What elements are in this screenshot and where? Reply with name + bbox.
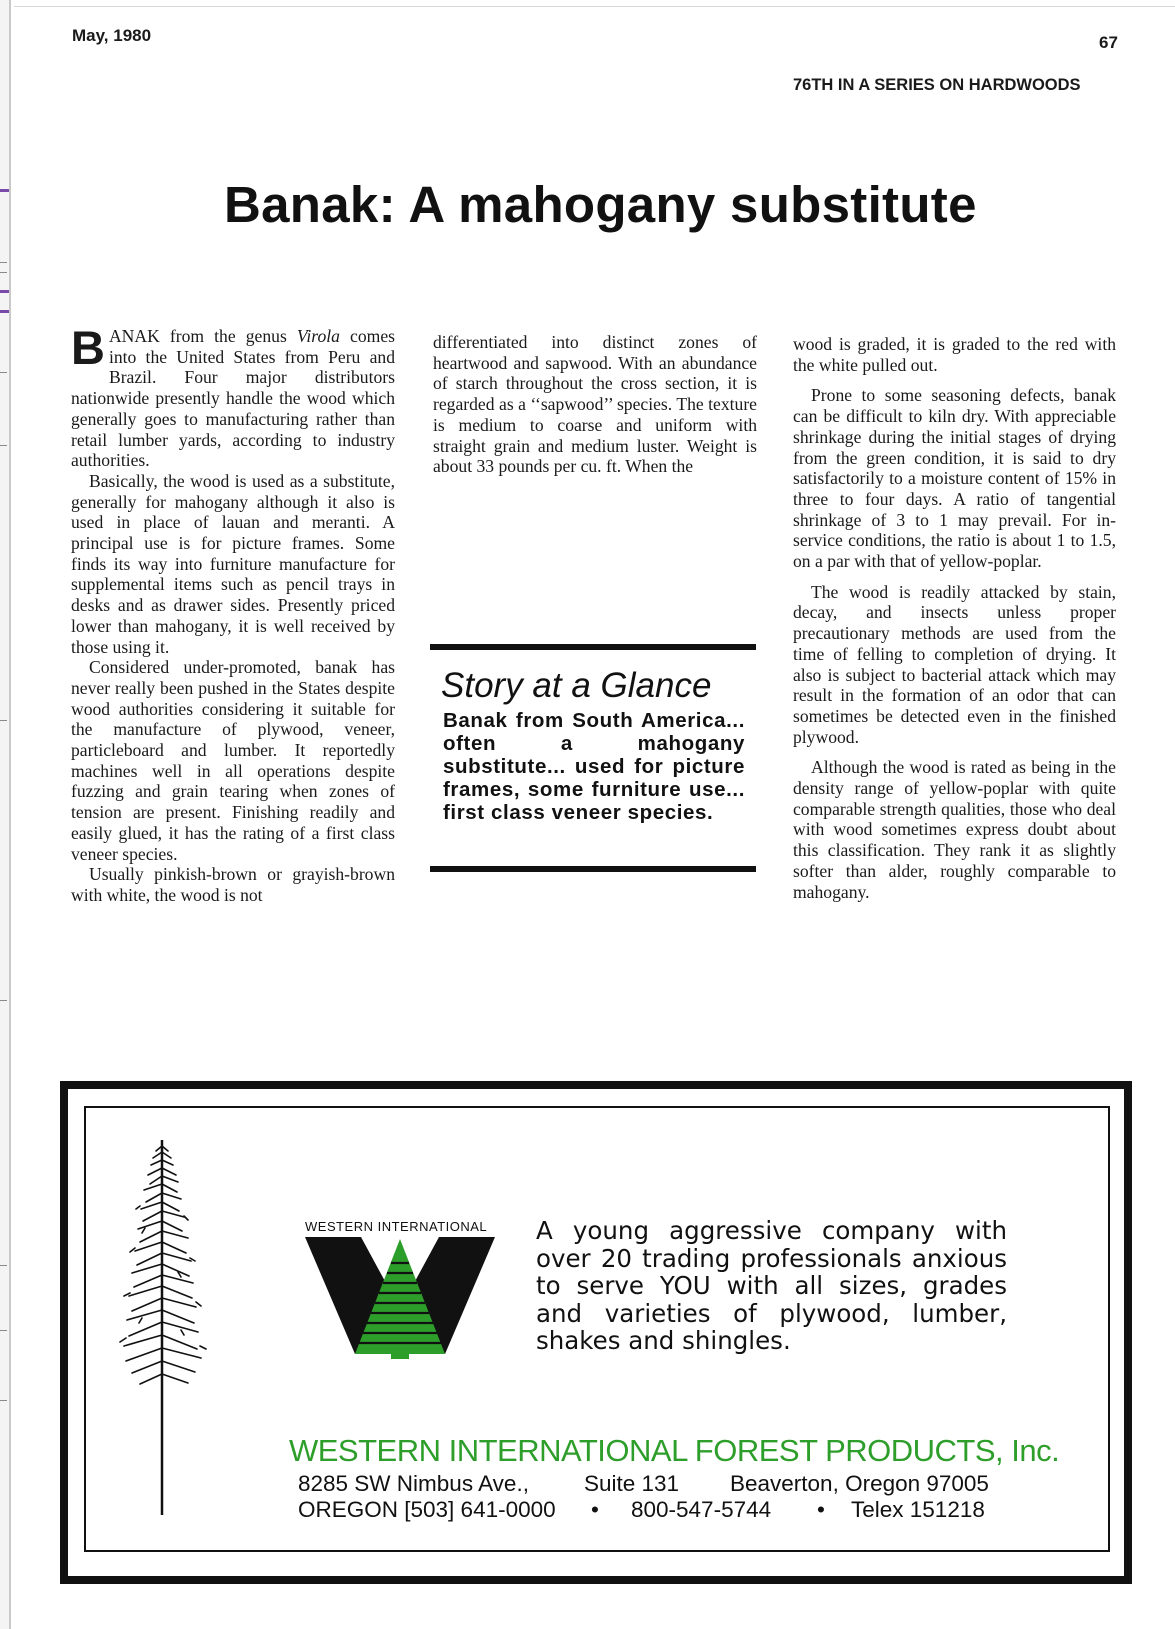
city-address: Beaverton, Oregon 97005	[730, 1471, 989, 1496]
genus-name: Virola	[296, 326, 340, 346]
article-paragraph: Basically, the wood is used as a substitute, generally for mahogany although it also is used in place of lauan and meranti. A principal use is for picture frames. Some finds its way into furniture manufacture for supplemental items such as pencil trays in desks and as drawer sides. Presently priced lower than mahogany, it is well received by those using it.	[71, 470, 395, 657]
fir-tree-illustration	[112, 1132, 212, 1517]
toll-free-phone: 800-547-5744	[631, 1497, 772, 1522]
article-column-1	[71, 321, 395, 906]
article-paragraph: differentiated into distinct zones of heartwood and sapwood. With an abundance of starch throughout the cross section, it is regarded as a ‘‘sapwood’’ species. The texture is medium to coarse and uniform with straight grain and medium luster. Weight is about 33 pounds per cu. ft. When the	[433, 332, 757, 477]
street-address: 8285 SW Nimbus Ave.,	[298, 1471, 529, 1496]
article-paragraph: The wood is readily attacked by stain, decay, and insects unless proper precautionary methods are used from the time of felling to completion of drying. It also is subject to bacterial attack which may result in the formation of an odor that can sometimes be detected even in the finished plywood.	[793, 581, 1116, 747]
paragraph-text: comes into the United States from Peru and Brazil. Four major distributors nationwide presently handle the wood which generally goes to manufacturing rather than retail lumber yards, according to industry authorities.	[71, 326, 395, 471]
telex-number: Telex 151218	[851, 1497, 985, 1522]
article-column-3	[793, 334, 1116, 902]
article-paragraph: Usually pinkish-brown or grayish-brown with white, the wood is not	[71, 864, 395, 905]
bullet-separator: •	[817, 1497, 825, 1522]
company-name: WESTERN INTERNATIONAL FOREST PRODUCTS, Inc.	[289, 1433, 1060, 1468]
page-number: 67	[1099, 33, 1118, 52]
edge-marker	[0, 290, 9, 293]
article-paragraph: Prone to some seasoning defects, banak can be difficult to kiln dry. With appreciable shrinkage during the initial stages of drying from the green condition, it is said to dry satisfactorily to a moisture content of 15% in three to four days. A ratio of tangential shrinkage of 3 to 1 may prevail. For in-service conditions, the ratio is about 1 to 1.5, on a par with that of yellow-poplar.	[793, 385, 1116, 572]
binding-edge	[0, 0, 11, 1629]
glance-title: Story at a Glance	[441, 666, 712, 705]
edge-tick	[0, 262, 7, 263]
edge-tick	[0, 1330, 7, 1331]
edge-marker	[0, 310, 9, 313]
lead-text: ANAK from the genus	[108, 326, 287, 346]
glance-summary: Banak from South America... often a mahogany substitute... used for picture frames, some furniture use... first class veneer species.	[443, 709, 745, 824]
glance-bottom-rule	[430, 866, 756, 872]
edge-marker	[0, 189, 9, 192]
edge-tick	[0, 445, 7, 446]
article-title: Banak: A mahogany substitute	[224, 176, 977, 233]
edge-tick	[0, 720, 7, 721]
page-top-line	[14, 6, 1175, 7]
edge-tick	[0, 272, 7, 273]
edge-tick	[0, 1000, 7, 1001]
drop-cap: B	[71, 321, 105, 374]
logo-caption: WESTERN INTERNATIONAL	[305, 1219, 488, 1234]
bullet-separator: •	[591, 1497, 599, 1522]
glance-top-rule	[430, 644, 756, 650]
edge-tick	[0, 1265, 7, 1266]
issue-date: May, 1980	[72, 26, 152, 45]
western-international-logo	[305, 1237, 495, 1359]
article-paragraph: Although the wood is rated as being in the density range of yellow-poplar with quite comparable strength qualities, those who deal with wood sometimes express doubt about this classification. They rank it as slightly softer than alder, roughly comparable to mahogany.	[793, 757, 1116, 902]
suite-address: Suite 131	[584, 1471, 680, 1496]
series-label: 76TH IN A SERIES ON HARDWOODS	[793, 76, 1081, 94]
article-column-2	[433, 332, 757, 477]
article-paragraph	[71, 321, 395, 471]
edge-tick	[0, 1400, 7, 1401]
article-paragraph: Considered under-promoted, banak has never really been pushed in the States despite wood authorities considering it suitable for the manufacture of plywood, veneer, particleboard and lumber. It reportedly machines well in all operations despite fuzzing and grain tearing when zones of tension are present. Finishing readily and easily glued, it has the rating of a first class veneer species.	[71, 657, 395, 864]
advertisement-copy: A young aggressive company with over 20 trading professionals anxious to serve YOU with all sizes, grades and varieties of plywood, lumber, shakes and shingles.	[536, 1216, 1007, 1355]
article-paragraph: wood is graded, it is graded to the red with the white pulled out.	[793, 334, 1116, 375]
edge-tick	[0, 372, 7, 373]
oregon-phone: OREGON [503] 641-0000	[298, 1497, 556, 1522]
